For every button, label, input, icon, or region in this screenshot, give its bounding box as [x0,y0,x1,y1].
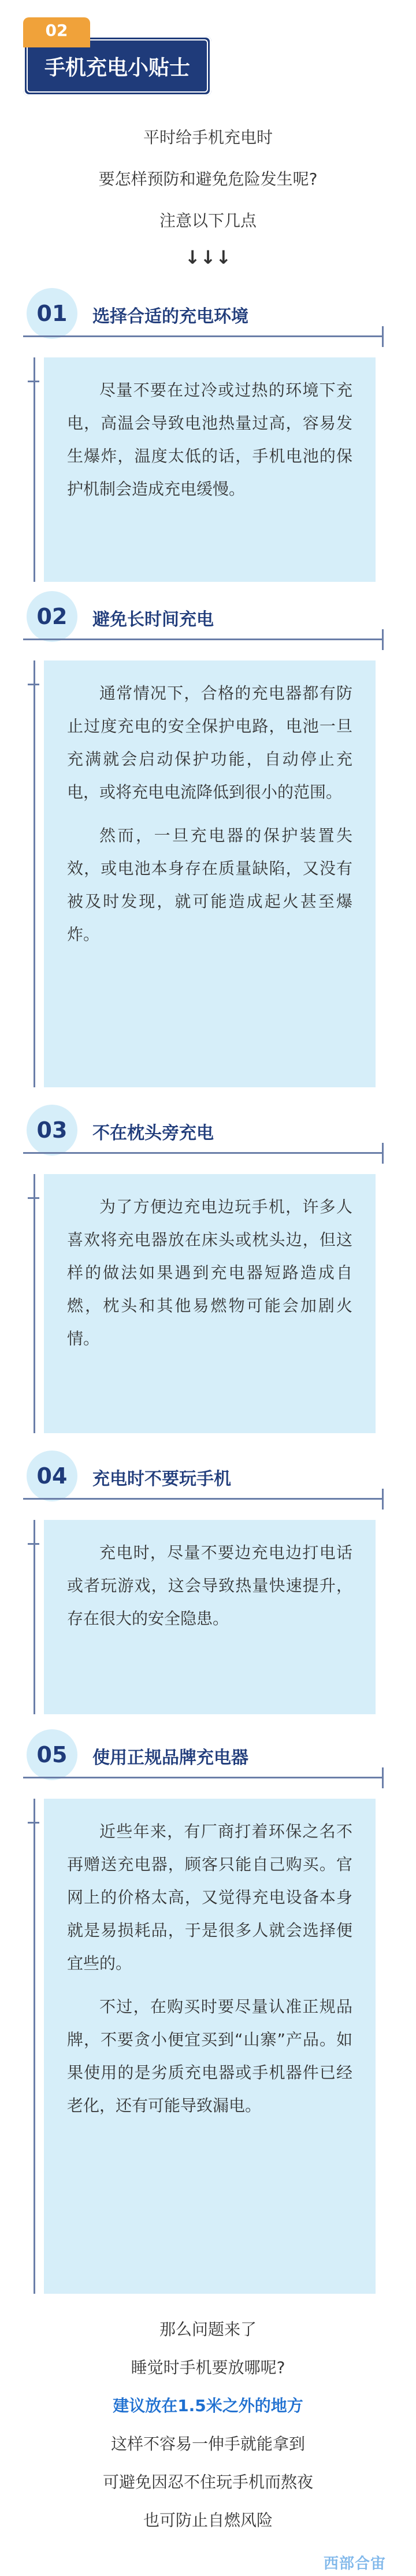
outro-line-1: 那么问题来了 [159,2320,257,2339]
section-05-paragraph-2: 不过，在购买时要尽量认准正规品牌，不要贪小便宜买到“山寨”产品。如果使用的是劣质充电器或手机器件已经老化，还有可能导致漏电。 [67,1997,352,2115]
section-box-03 [44,1174,376,1433]
section-title-03: 不在枕头旁充电 [92,1123,214,1143]
section-number-03: 03 [27,1105,77,1156]
section-title-02: 避免长时间充电 [92,610,214,630]
outro-line-2: 睡觉时手机要放哪呢? [131,2358,285,2377]
section-01-paragraph-1: 尽量不要在过冷或过热的环境下充电，高温会导致电池热量过高，容易发生爆炸，温度太低的话，手机电池的保护机制会造成充电缓慢。 [67,381,352,499]
section-title-05: 使用正规品牌充电器 [92,1748,248,1768]
intro-line-3: 注意以下几点 [159,211,257,230]
section-box-01 [44,357,376,582]
section-box-05 [44,1799,376,2294]
outro-highlight: 建议放在1.5米之外的地方 [113,2396,303,2415]
section-title-04: 充电时不要玩手机 [92,1469,231,1489]
section-02-paragraph-1: 通常情况下，合格的充电器都有防止过度充电的安全保护电路，电池一旦充满就会启动保护功能，自动停止充电，或将充电电流降低到很小的范围。 [67,684,352,802]
section-divider-01 [23,335,384,337]
header-number-badge [23,17,90,47]
section-number-04: 04 [27,1451,77,1501]
outro-line-3: 这样不容易一伸手就能拿到 [110,2434,305,2453]
watermark: 西部合宙 [324,2555,387,2573]
section-box-02 [44,660,376,1087]
section-number-01: 01 [27,288,77,339]
section-divider-02 [23,639,384,640]
header-title: 手机充电小贴士 [44,56,190,80]
section-divider-04 [23,1498,384,1500]
section-box-04 [44,1520,376,1714]
intro-line-1: 平时给手机充电时 [143,128,273,147]
down-arrows: ↓↓↓ [184,246,232,268]
section-02-paragraph-2: 然而，一旦充电器的保护装置失效，或电池本身存在质量缺陷，又没有被及时发现，就可能造成起火甚至爆炸。 [67,826,352,944]
section-03-paragraph-1: 为了方便边充电边玩手机，许多人喜欢将充电器放在床头或枕头边，但这样的做法如果遇到充电器短路造成自燃，枕头和其他易燃物可能会加剧火情。 [67,1197,352,1348]
section-divider-05 [23,1777,384,1778]
section-number-05: 05 [27,1729,77,1780]
outro-line-4: 可避免因忍不住玩手机而熬夜 [102,2472,313,2492]
section-title-01: 选择合适的充电环境 [92,307,248,327]
section-04-paragraph-1: 充电时，尽量不要边充电边打电话或者玩游戏，这会导致热量快速提升，存在很大的安全隐患。 [67,1543,352,1628]
outro-line-5: 也可防止自燃风险 [143,2511,273,2530]
section-05-paragraph-1: 近些年来，有厂商打着环保之名不再赠送充电器，顾客只能自己购买。官网上的价格太高，又觉得充电设备本身就是易损耗品，于是很多人就会选择便宜些的。 [67,1822,352,1973]
intro-line-2: 要怎样预防和避免危险发生呢? [98,169,318,189]
section-divider-03 [23,1152,384,1154]
header-number: 02 [45,21,68,40]
section-number-02: 02 [27,591,77,642]
